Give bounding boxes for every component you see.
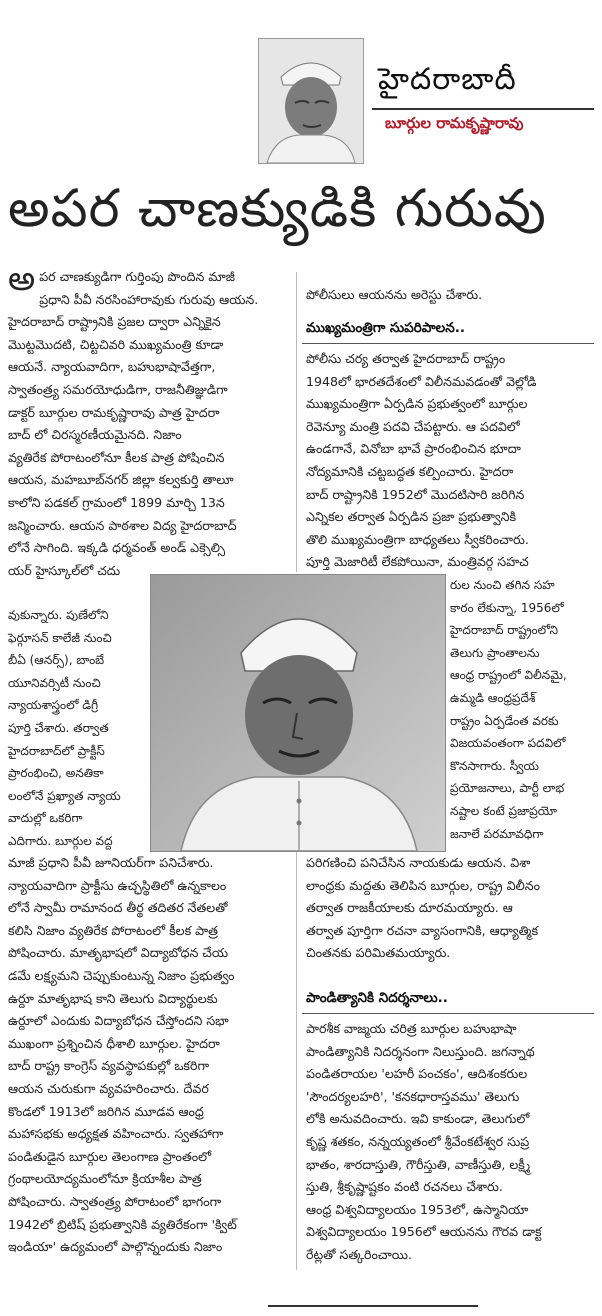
text-line: 1948లో భారతదేశంలో విలీనమవడంతో వెల్లోడి bbox=[306, 373, 537, 389]
text-line: ఇండియా' ఉద్యమంలో పాల్గొన్నందుకు నిజాం bbox=[8, 1239, 223, 1255]
text-line: మొట్టమొదటి, చిట్టచివరి ముఖ్యమంత్రి కూడా bbox=[8, 336, 224, 352]
column-divider bbox=[296, 852, 297, 1270]
text-line: తర్వాత రాజకీయాలకు దూరమయ్యారు. ఆ bbox=[306, 900, 513, 916]
text-line: మాజీ ప్రధాని పీవీ జూనియర్‌గా పనిచేశారు. bbox=[8, 855, 214, 870]
text-line: పోలీసు చర్య తర్వాత హైదరాబాద్ రాష్ట్రం bbox=[306, 351, 506, 366]
right-article-section1 bbox=[306, 348, 596, 574]
text-line: పాండిత్యానికి నిదర్శనంగా నిలుస్తుంది. జగన్నాథ bbox=[306, 1043, 535, 1059]
text-line: ఎదిగారు. బూర్గుల వద్ద bbox=[8, 833, 113, 848]
text-line: ఆయన చురుకుగా వ్యవహరించారు. దేవర bbox=[8, 1080, 209, 1096]
text-line: వుకున్నారు. పుణేలోని bbox=[8, 608, 109, 622]
text-line: రుల నుంచి తగిన సహ bbox=[450, 578, 555, 592]
text-line: పోషించారు. మాతృభాషలో విద్యాబోధన చేయ bbox=[8, 945, 229, 961]
portrait-illustration bbox=[259, 39, 363, 163]
text-line: 'సౌందర్యలహరి', 'కనకధారాస్తవము' తెలుగు bbox=[306, 1088, 520, 1104]
text-line: పారశీక వాజ్మయ చరిత్ర బూర్గుల బహుభాషా bbox=[306, 1021, 517, 1036]
right-article-section2 bbox=[306, 1018, 596, 1267]
text-line: లోనే స్వామీ రామానంద తీర్థ తదితర నేతలతో bbox=[8, 900, 228, 916]
text-line: కృష్ణ శతకం, నన్నయ్యతంలో శ్రీవేంకటేశ్వర సుప్ర bbox=[306, 1133, 530, 1149]
text-line: విజయవంతంగా పదవిలో bbox=[450, 736, 566, 751]
section-rule bbox=[302, 1013, 594, 1014]
text-line: విశ్వవిద్యాలయం 1956లో ఆయనను గౌరవ డాక్ట bbox=[306, 1224, 542, 1240]
text-line: వ్యతిరేక పోరాటంలోనూ కీలక పాత్ర పోషించిన bbox=[8, 449, 225, 465]
photo-illustration bbox=[151, 575, 445, 851]
text-line: హైదరాబాద్ రాష్ట్రంలోని bbox=[450, 623, 559, 638]
column-divider bbox=[296, 272, 297, 572]
left-article-bottom bbox=[8, 852, 292, 1259]
text-line: కొండలో 1913లో జరిగిన మూడవ ఆంధ్ర bbox=[8, 1103, 204, 1119]
text-line: ఉర్దూలో ఎందుకు విద్యాబోధన చేస్తోందని సభా bbox=[8, 1013, 229, 1029]
text-line: 1942లో బ్రిటిష్ ప్రభుత్వానికి వ్యతిరేకంగా 'క్విట్ bbox=[8, 1216, 237, 1232]
right-article-after bbox=[306, 852, 596, 965]
text-line: ఎన్నికల తర్వాత ఏర్పడిన ప్రజా ప్రభుత్వానికి bbox=[306, 509, 517, 525]
text-line: ప్రారంభించి, అనతికా bbox=[8, 766, 104, 781]
text-line: ఉండగానే, వినోబా భావే ప్రారంభించిన భూదా bbox=[306, 441, 521, 457]
text-line: పండితుడైన బూర్గుల తెలంగాణ ప్రాంతంలో bbox=[8, 1148, 212, 1164]
text-line: నష్టాల కంటే ప్రజాప్రయో bbox=[450, 803, 558, 818]
article-photo bbox=[150, 574, 446, 852]
byline: బూర్గుల రామకృష్ణారావు bbox=[385, 114, 524, 132]
text-line: బాద్ లో చిరస్మరణీయమైనది. నిజాం bbox=[8, 427, 182, 443]
text-line: లంలోనే ప్రఖ్యాత న్యాయ bbox=[8, 788, 121, 803]
text-line: పర చాణక్యుడిగా గుర్తింపు పొందిన మాజీ bbox=[39, 269, 235, 284]
text-line: నోద్యమానికి చట్టబద్ధత కల్పించారు. హైదరా bbox=[306, 463, 514, 479]
text-line: పండితరాయల 'లహరీ పంచకం', ఆదిశంకరుల bbox=[306, 1066, 528, 1082]
text-line: పోలీసులు ఆయనను అరెస్టు చేశారు. bbox=[306, 287, 483, 302]
section-rule bbox=[302, 343, 594, 344]
text-line: బాద్ రాష్ట్రానికి 1952లో మొదటిసారి జరిగిన bbox=[306, 486, 525, 502]
text-line: మహాసభకు అధ్యక్షత వహించారు. స్వతహాగా bbox=[8, 1126, 224, 1142]
text-line: ఆంధ్ర రాష్ట్రంలో విలీనమై, bbox=[450, 668, 567, 683]
text-line: కొనసాగారు. స్వీయ bbox=[450, 758, 539, 773]
column-name-rule bbox=[372, 108, 594, 110]
text-line: కాలోని పడకల్ గ్రామంలో 1899 మార్చి 13న bbox=[8, 494, 225, 510]
text-line: లోకి అనువదించారు. ఇవి కాకుండా, తెలుగులో bbox=[306, 1111, 530, 1127]
section-heading: ముఖ్యమంత్రిగా సుపరిపాలన.. bbox=[306, 320, 465, 336]
text-line: ముఖ్యమంత్రిగా ఏర్పడిన ప్రభుత్వంలో బూర్గుల bbox=[306, 396, 528, 412]
column-name: హైదరాబాదీ bbox=[378, 62, 517, 97]
bottom-rule bbox=[268, 1305, 478, 1307]
text-line: రెవెన్యూ మంత్రి పదవి చేపట్టారు. ఆ పదవిలో bbox=[306, 418, 520, 434]
text-line: తొలి ముఖ్యమంత్రిగా బాధ్యతలు స్వీకరించారు. bbox=[306, 531, 529, 547]
text-line: స్తుతి, శ్రీకృష్ణాష్టకం వంటి రచనలు చేశారు. bbox=[306, 1179, 503, 1195]
text-line: యర్ హైస్కూల్‌లో చదు bbox=[8, 562, 121, 578]
text-line: తర్వాత పూర్తిగా రచనా వ్యాసంగానికి, ఆధ్యాత్మిక bbox=[306, 922, 539, 938]
text-line: కలిసి నిజాం వ్యతిరేక పోరాటంలో కీలక పాత్ర bbox=[8, 922, 218, 938]
text-line: బాద్ రాష్ట్ర కాంగ్రెస్ వ్యవస్థాపకుల్లో ఒకరిగా bbox=[8, 1058, 210, 1074]
text-line: హైదరాబాద్‌లో ప్రాక్టీస్ bbox=[8, 743, 105, 758]
text-line: స్వాతంత్ర్య సమరయోధుడిగా, రాజనీతిజ్ఞుడిగా bbox=[8, 381, 228, 397]
text-line: డమే లక్ష్యమని చెప్పుకుంటున్న నిజాం ప్రభుత్వం bbox=[8, 967, 235, 983]
drop-cap: అ bbox=[8, 259, 36, 299]
text-line: న్యాయవాదిగా ప్రాక్టీసు ఉచ్ఛస్థితిలో ఉన్నకాలం bbox=[8, 877, 227, 893]
section-heading: పాండిత్యానికి నిదర్శనాలు.. bbox=[306, 990, 448, 1006]
text-line: ప్రయోజనాలు, పార్టీ లాభ bbox=[450, 781, 565, 796]
right-article-intro bbox=[306, 284, 596, 307]
text-line: ఆయన, మహబూబ్‌నగర్ జిల్లా కల్వకుర్తి తాలూ bbox=[8, 472, 234, 488]
headline: అపర చాణక్యుడికి గురువు bbox=[8, 179, 547, 239]
text-line: బీఏ (ఆనర్స్), బాంబే bbox=[8, 653, 105, 668]
text-line: లోనే సాగింది. ఇక్కడి ధర్మవంత్ అండ్ ఎక్సెల్సి bbox=[8, 540, 226, 556]
text-line: పోషించారు. స్వాతంత్ర్య పోరాటంలో భాగంగా bbox=[8, 1193, 222, 1209]
text-line: ఆంధ్ర విశ్వవిద్యాలయం 1953లో, ఉస్మానియా bbox=[306, 1201, 529, 1217]
text-line: ముఖంగా ప్రశ్నించిన ధీశాలి బూర్గుల. హైదరా bbox=[8, 1035, 220, 1051]
text-line: ఉమ్మడి ఆంధ్రప్రదేశ్ bbox=[450, 690, 536, 705]
text-line: భాతం, శారదాస్తుతి, గౌరీస్తుతి, వాణీస్తుతి, లక్ష్మీ bbox=[306, 1156, 531, 1172]
text-line: జనాలే పరమావధిగా bbox=[450, 826, 544, 841]
text-line: పూర్తి చేశారు. తర్వాత bbox=[8, 720, 109, 735]
text-line: ఉర్దూ మాతృభాష కాని తెలుగు విద్యార్థులకు bbox=[8, 990, 218, 1006]
text-line: పరిగణించి పనిచేసిన నాయకుడు ఆయన. విశా bbox=[306, 855, 531, 870]
right-article-wrap bbox=[450, 574, 598, 845]
text-line: వాదుల్లో ఒకరిగా bbox=[8, 811, 83, 826]
text-line: లాంధ్రకు మద్దతు తెలిపిన బూర్గుల, రాష్ట్ర విలీనం bbox=[306, 877, 540, 893]
text-line: జన్మించారు. ఆయన పాఠశాల విద్య హైదరాబాద్ bbox=[8, 517, 237, 533]
text-line: న్యాయశాస్త్రంలో డిగ్రీ bbox=[8, 698, 99, 713]
text-line: హైదరాబాద్ రాష్ట్రానికి ప్రజల ద్వారా ఎన్నికైన bbox=[8, 314, 221, 330]
text-line: కారం లేకున్నా, 1956లో bbox=[450, 600, 564, 615]
text-line: యూనివర్సిటీ నుంచి bbox=[8, 675, 101, 690]
text-line: ఫెర్గూసన్ కాలేజీ నుంచి bbox=[8, 630, 112, 645]
text-line: చింతనకు పరిమితమయ్యారు. bbox=[306, 945, 451, 961]
text-line: డాక్టర్ బూర్గుల రామకృష్ణారావు పాత్ర హైదరా bbox=[8, 404, 220, 420]
text-line: రేట్లతో సత్కరించాయి. bbox=[306, 1246, 412, 1262]
text-line: ప్రధాని పీవీ నరసింహారావుకు గురువు ఆయన. bbox=[39, 291, 259, 307]
text-line: పూర్తి మెజారిటీ లేకపోయినా, మంత్రివర్గ సహచ bbox=[306, 554, 529, 570]
columnist-portrait bbox=[258, 38, 364, 164]
text-line: గ్రంథాలయోద్యమంలోనూ క్రియాశీల పాత్ర bbox=[8, 1171, 202, 1187]
left-article-wrap bbox=[8, 604, 148, 853]
text-line: ఆయనే. న్యాయవాదిగా, బహుభాషావేత్తగా, bbox=[8, 359, 216, 375]
text-line: తెలుగు ప్రాంతాలను bbox=[450, 645, 540, 660]
text-line: రాష్ట్రం ఏర్పడేంత వరకు bbox=[450, 713, 559, 728]
left-article-top bbox=[8, 259, 292, 582]
